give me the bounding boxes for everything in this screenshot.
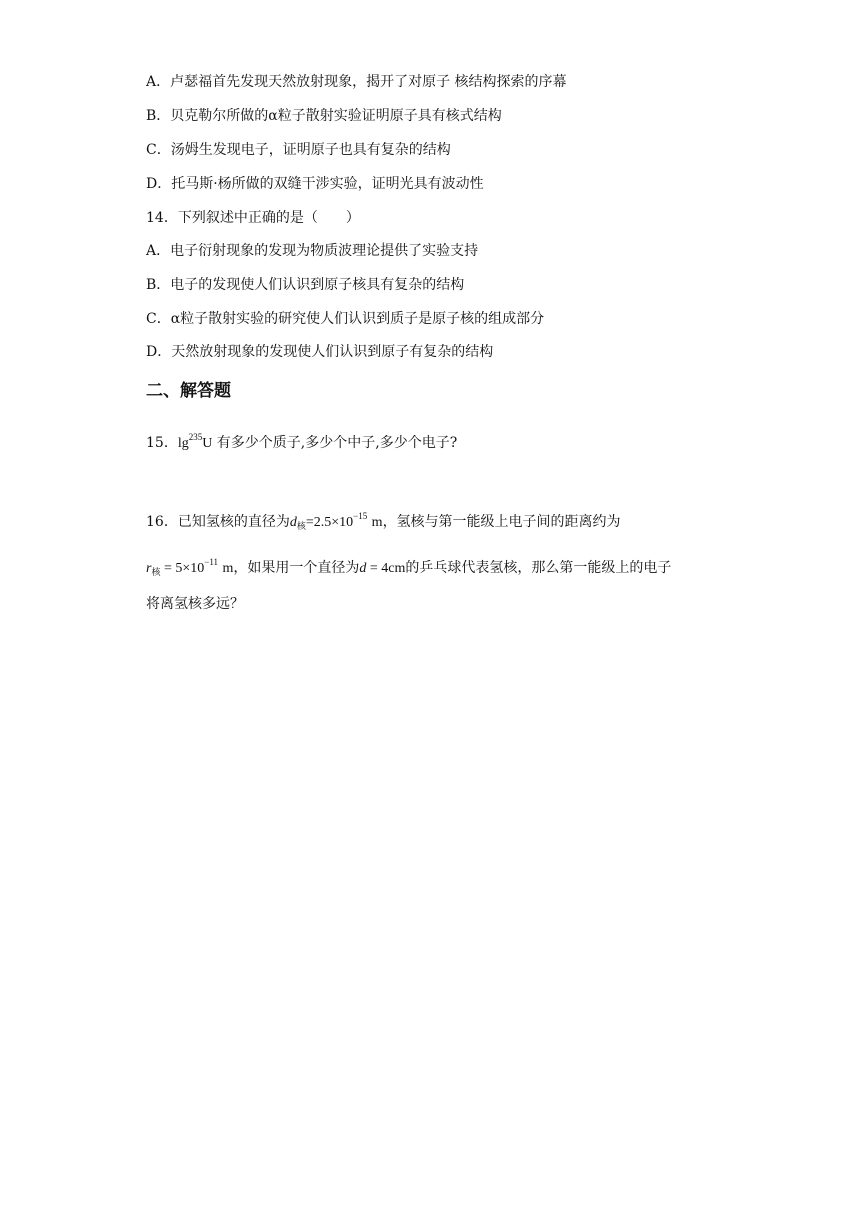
q16-text-4: 的乒乓球代表氢核，那么第一能级上的电子 <box>405 560 672 576</box>
q16-d2-value: = 4cm <box>366 561 406 576</box>
q15-lg: lg <box>177 436 189 451</box>
q16-r-value: = 5×10 <box>160 561 205 576</box>
q16-d-value: =2.5×10 <box>305 515 354 530</box>
q16-d-unit: m <box>371 515 383 530</box>
q16-d-exponent: −15 <box>353 511 368 521</box>
q15-symbol: U <box>202 436 213 451</box>
q16-number: 16． <box>146 514 178 530</box>
section-heading: 二、解答题 <box>146 381 231 401</box>
question-16-line-1 <box>146 506 621 537</box>
q16-r-var: r <box>146 561 152 576</box>
q16-text-2: ，氢核与第一能级上电子间的距离约为 <box>382 514 621 530</box>
q14-option-d: D．天然放射现象的发现使人们认识到原子有复杂的结构 <box>146 344 494 360</box>
q16-text-3: ，如果用一个直径为 <box>233 560 360 576</box>
question-16-line-3: 将离氢核多远？ <box>146 596 244 612</box>
q16-text-1: 已知氢核的直径为 <box>177 514 290 530</box>
question-16-line-2 <box>146 552 671 583</box>
q14-option-b: B．电子的发现使人们认识到原子核具有复杂的结构 <box>146 277 465 293</box>
q14-option-a: A．电子衍射现象的发现为物质波理论提供了实验支持 <box>146 243 479 259</box>
q14-stem: 14．下列叙述中正确的是（ ） <box>146 210 360 226</box>
q15-mass-number: 235 <box>188 432 203 442</box>
q15-number: 15． <box>146 435 178 451</box>
question-15 <box>146 427 457 454</box>
q16-d2-var: d <box>359 561 367 576</box>
q16-r-unit: m <box>222 561 234 576</box>
q16-r-sub: 核 <box>151 568 161 578</box>
q15-text: 有多少个质子,多少个中子,多少个电子? <box>216 435 458 451</box>
q13-option-b: B．贝克勒尔所做的α粒子散射实验证明原子具有核式结构 <box>146 108 502 124</box>
q13-option-a: A．卢瑟福首先发现天然放射现象，揭开了对原子 核结构探索的序幕 <box>146 74 567 90</box>
q14-option-c: C．α粒子散射实验的研究使人们认识到质子是原子核的组成部分 <box>146 311 545 327</box>
q16-d-sub: 核 <box>296 522 306 532</box>
q13-option-c: C．汤姆生发现电子，证明原子也具有复杂的结构 <box>146 142 451 158</box>
q13-option-d: D．托马斯·杨所做的双缝干涉实验，证明光具有波动性 <box>146 176 484 192</box>
q16-r-exponent: −11 <box>204 557 219 567</box>
q16-d-var: d <box>289 515 297 530</box>
